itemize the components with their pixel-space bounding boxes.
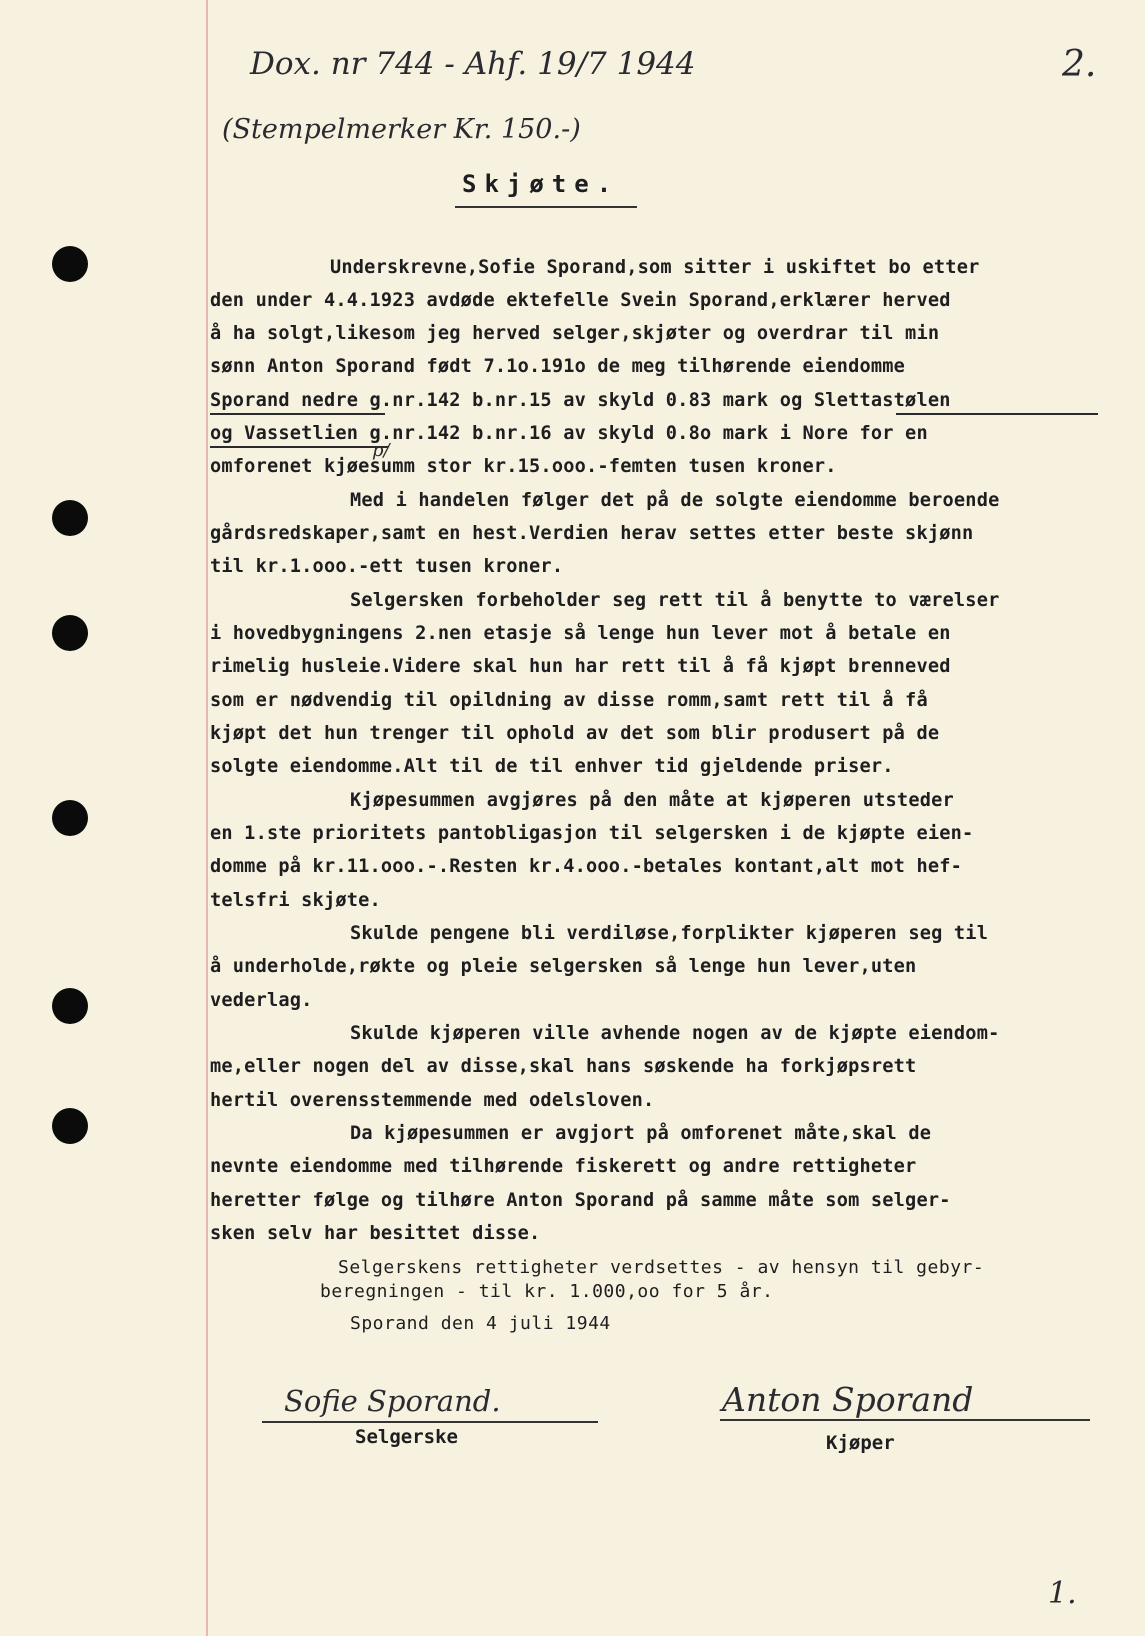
body-line: Med i handelen følger det på de solgte eiendomme beroende — [350, 490, 1000, 511]
body-line: å underholde,røkte og pleie selgersken så lenge hun lever,uten — [210, 956, 917, 977]
body-line: telsfri skjøte. — [210, 890, 381, 911]
note-line: beregningen - til kr. 1.000,oo for 5 år. — [320, 1281, 774, 1302]
body-line: omforenet kjøesumm stor kr.15.ooo.-femten tusen kroner. — [210, 456, 837, 477]
body-line: nevnte eiendomme med tilhørende fiskerett og andre rettigheter — [210, 1156, 917, 1177]
body-line: Underskrevne,Sofie Sporand,som sitter i uskiftet bo etter — [330, 257, 980, 278]
body-line: en 1.ste prioritets pantobligasjon til selgersken i de kjøpte eien- — [210, 823, 974, 844]
body-line: Sporand nedre g.nr.142 b.nr.15 av skyld 0.83 mark og Slettastølen — [210, 390, 951, 411]
body-line: heretter følge og tilhøre Anton Sporand på samme måte som selger- — [210, 1190, 951, 1211]
body-line: vederlag. — [210, 990, 313, 1011]
punch-hole — [52, 988, 88, 1024]
punch-hole — [52, 246, 88, 282]
seller-signature-line — [262, 1421, 598, 1423]
underline-slettastolen — [896, 413, 1098, 415]
punch-hole — [52, 615, 88, 651]
underline-sporand-nedre — [210, 413, 385, 415]
title-underline — [455, 206, 637, 208]
bottom-mark: 1. — [1048, 1576, 1077, 1611]
body-line: solgte eiendomme.Alt til de til enhver tid gjeldende priser. — [210, 756, 894, 777]
punch-hole — [52, 800, 88, 836]
signing-place-date: Sporand den 4 juli 1944 — [350, 1313, 611, 1334]
body-line: Skulde kjøperen ville avhende nogen av de kjøpte eiendom- — [350, 1023, 1000, 1044]
body-line: sken selv har besittet disse. — [210, 1223, 541, 1244]
seller-signature: Sofie Sporand. — [284, 1384, 501, 1418]
body-line: rimelig husleie.Videre skal hun har rett til å få kjøpt brenneved — [210, 656, 951, 677]
body-line: Kjøpesummen avgjøres på den måte at kjøperen utsteder — [350, 790, 954, 811]
page-number: 2. — [1062, 44, 1097, 85]
body-line: til kr.1.ooo.-ett tusen kroner. — [210, 556, 564, 577]
body-line: som er nødvendig til opildning av disse romm,samt rett til å få — [210, 690, 928, 711]
body-line: i hovedbygningens 2.nen etasje så lenge hun lever mot å betale en — [210, 623, 951, 644]
body-line: Skulde pengene bli verdiløse,forplikter kjøperen seg til — [350, 923, 989, 944]
buyer-signature-line — [720, 1419, 1090, 1421]
body-line: sønn Anton Sporand født 7.1o.191o de meg tilhørende eiendomme — [210, 356, 906, 377]
doc-reference: Dox. nr 744 - Ahf. 19/7 1944 — [250, 46, 696, 82]
note-line: Selgerskens rettigheter verdsettes - av hensyn til gebyr- — [338, 1257, 985, 1278]
body-line: me,eller nogen del av disse,skal hans søskende ha forkjøpsrett — [210, 1056, 917, 1077]
punch-hole — [52, 500, 88, 536]
stamp-note: (Stempelmerker Kr. 150.-) — [222, 114, 581, 145]
body-line: Da kjøpesummen er avgjort på omforenet måte,skal de — [350, 1123, 932, 1144]
punch-hole — [52, 1108, 88, 1144]
body-line: den under 4.4.1923 avdøde ektefelle Svein Sporand,erklærer herved — [210, 290, 951, 311]
body-line: og Vassetlien g.nr.142 b.nr.16 av skyld 0.8o mark i Nore for en — [210, 423, 928, 444]
body-line: domme på kr.11.ooo.-.Resten kr.4.ooo.-betales kontant,alt mot hef- — [210, 856, 963, 877]
underline-vassetlien — [210, 446, 388, 448]
seller-label: Selgerske — [355, 1426, 458, 1448]
body-line: kjøpt det hun trenger til ophold av det som blir produsert på de — [210, 723, 940, 744]
body-line: gårdsredskaper,samt en hest.Verdien herav settes etter beste skjønn — [210, 523, 974, 544]
margin-line — [206, 0, 208, 1636]
buyer-label: Kjøper — [826, 1432, 895, 1454]
insert-mark: p/ — [372, 440, 390, 461]
body-line: å ha solgt,likesom jeg herved selger,skjøter og overdrar til min — [210, 323, 940, 344]
body-line: hertil overensstemmende med odelsloven. — [210, 1090, 655, 1111]
buyer-signature: Anton Sporand — [722, 1380, 974, 1419]
body-line: Selgersken forbeholder seg rett til å benytte to værelser — [350, 590, 1000, 611]
document-title: Skjøte. — [462, 170, 620, 198]
